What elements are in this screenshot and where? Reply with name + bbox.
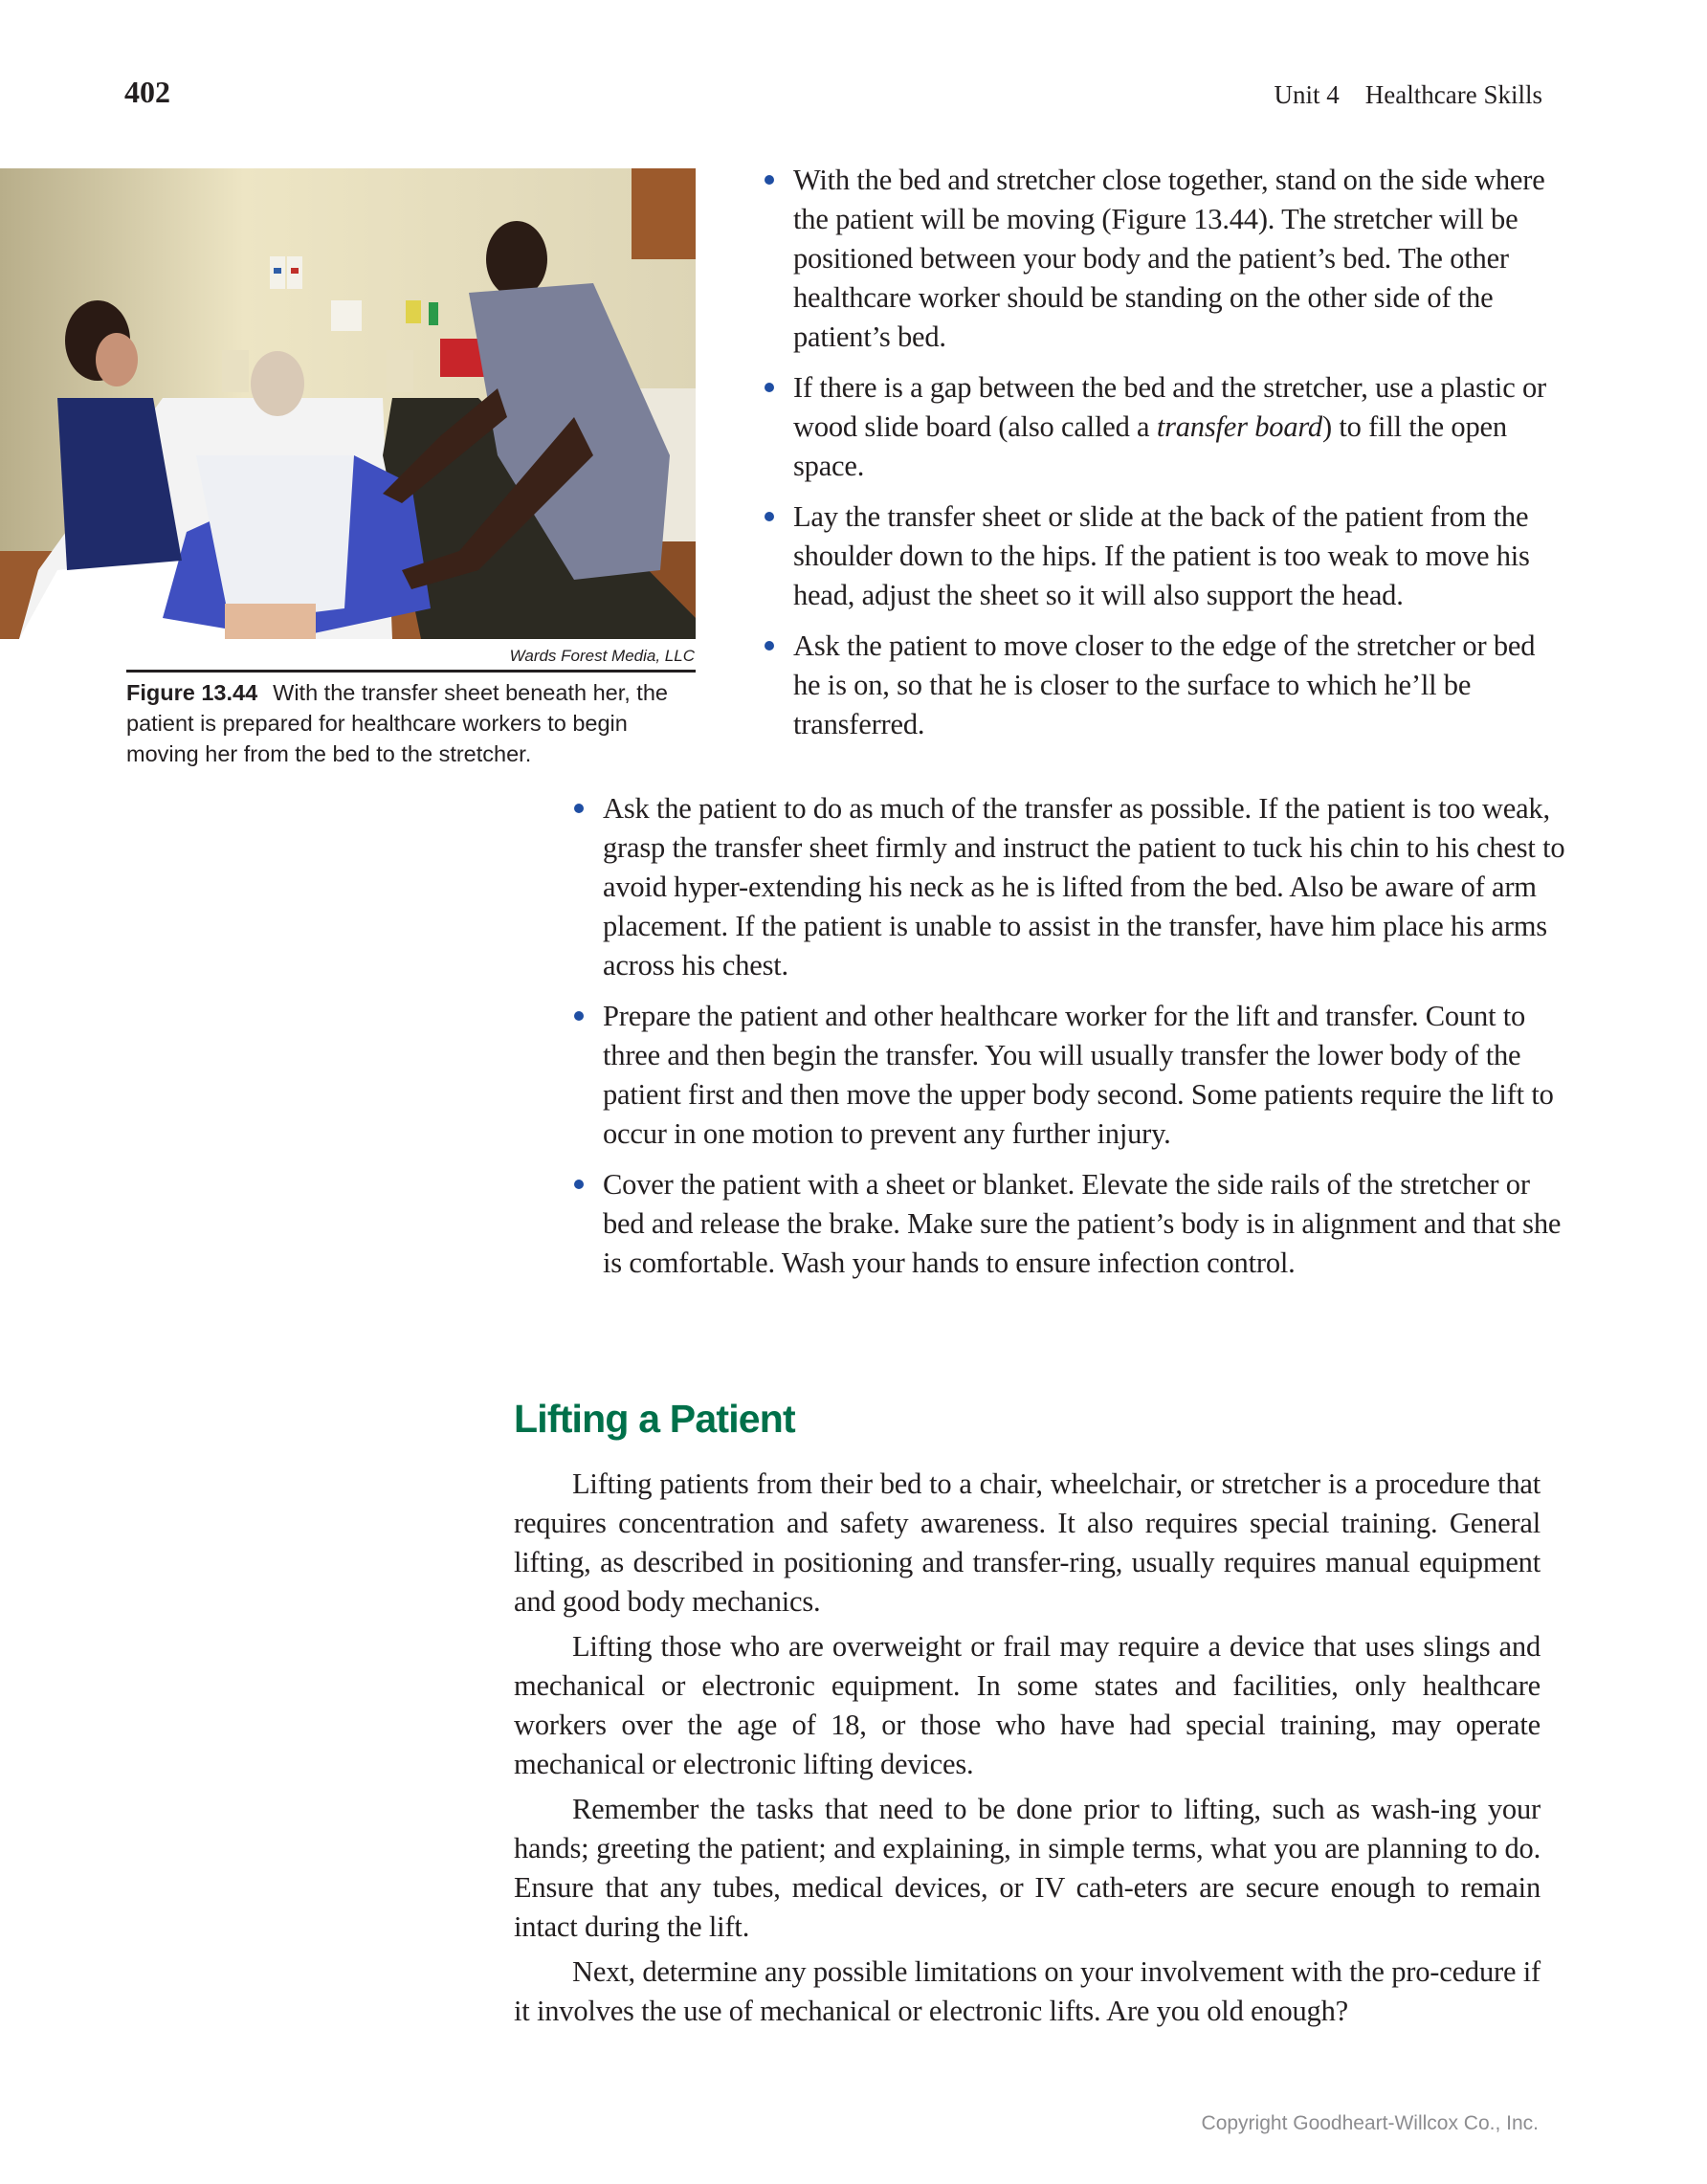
key-term: transfer board [1156,410,1322,443]
lower-bullet-list [570,789,1570,1294]
caption-rule [126,670,696,673]
photo-credit: Wards Forest Media, LLC [509,647,695,665]
bullet-icon [574,1011,584,1021]
section-body [514,1465,1541,2037]
paragraph: Remember the tasks that need to be done prior to lifting, such as wash-ing your hands; greeting the patient; and explaining, in simple terms, what you are planning to do. Ensure that any tubes, medical devices, or IV cath-eters are secure enough to remain intact during the lift. [514,1793,1541,1943]
list-item [761,497,1564,615]
list-item-text: Lay the transfer sheet or slide at the back of the patient from the shoulder down to the hips. If the patient is too weak to move his head, adjust the sheet so it will also support the head. [793,500,1530,611]
list-item [761,627,1564,744]
figure-label: Figure 13.44 [126,680,258,705]
bullet-icon [574,1180,584,1189]
paragraph: Lifting those who are overweight or frail may require a device that uses slings and mechanical or electronic equipment. In some states and facilities, only healthcare workers over the age of 18, or those who have had special training, may operate mechanical or electronic lifting devices. [514,1630,1541,1780]
copyright-notice: Copyright Goodheart-Willcox Co., Inc. [1201,2112,1539,2134]
page-number: 402 [124,75,170,109]
list-item-text: If there is a gap between the bed and the stretcher, use a plastic or wood slide board (also called a [793,371,1546,443]
list-item [761,368,1564,486]
bullet-icon [765,641,774,651]
bullet-icon [765,175,774,185]
list-item [570,1165,1570,1283]
list-item-text: Ask the patient to do as much of the transfer as possible. If the patient is too weak, grasp the transfer sheet firmly and instruct the patient to tuck his chin to his chest to avoid hyper-extending his neck as he is lifted from the bed. Also be aware of arm placement. If the patient is unable to assist in the transfer, have him place his arms across his chest. [603,792,1565,982]
bullet-icon [765,512,774,521]
photo-illustration [0,168,696,639]
bullet-icon [765,383,774,392]
running-head: Unit 4 Healthcare Skills [1274,80,1542,109]
list-item-text: Cover the patient with a sheet or blanket. Elevate the side rails of the stretcher or bed and release the brake. Make sure the patient’s body is in alignment and that she is comfortable. Wash your hands to ensure infection control. [603,1168,1562,1279]
bullet-icon [574,804,584,813]
figure-caption [126,677,700,769]
list-item-text: Ask the patient to move closer to the edge of the stretcher or bed he is on, so that he is closer to the surface to which he’ll be transferred. [793,629,1536,740]
section-heading: Lifting a Patient [514,1397,795,1441]
list-item [570,789,1570,985]
paragraph: Lifting patients from their bed to a chair, wheelchair, or stretcher is a procedure that requires concentration and safety awareness. It also requires special training. General lifting, as described in positioning and transfer-ring, usually requires manual equipment and good body mechanics. [514,1467,1541,1618]
list-item [570,997,1570,1154]
list-item [761,161,1564,357]
list-item-text: With the bed and stretcher close together, stand on the side where the patient will be moving (Figure 13.44). The stretcher will be positioned between your body and the patient’s bed. The other healthcare worker should be standing on the other side of the patient’s bed. [793,164,1545,353]
figure-caption-text: With the transfer sheet beneath her, the patient is prepared for healthcare workers to begin moving her from the bed to the stretcher. [126,680,668,766]
upper-bullet-list [761,161,1564,756]
paragraph: Next, determine any possible limitations on your involvement with the pro-cedure if it involves the use of mechanical or electronic lifts. Are you old enough? [514,1955,1541,2027]
list-item-text: ) to fill the open space. [793,410,1507,482]
figure-photo [0,168,696,639]
list-item-text: Prepare the patient and other healthcare worker for the lift and transfer. Count to three and then begin the transfer. You will usually transfer the lower body of the patient first and then move the upper body second. Some patients require the lift to occur in one motion to prevent any further injury. [603,1000,1554,1150]
